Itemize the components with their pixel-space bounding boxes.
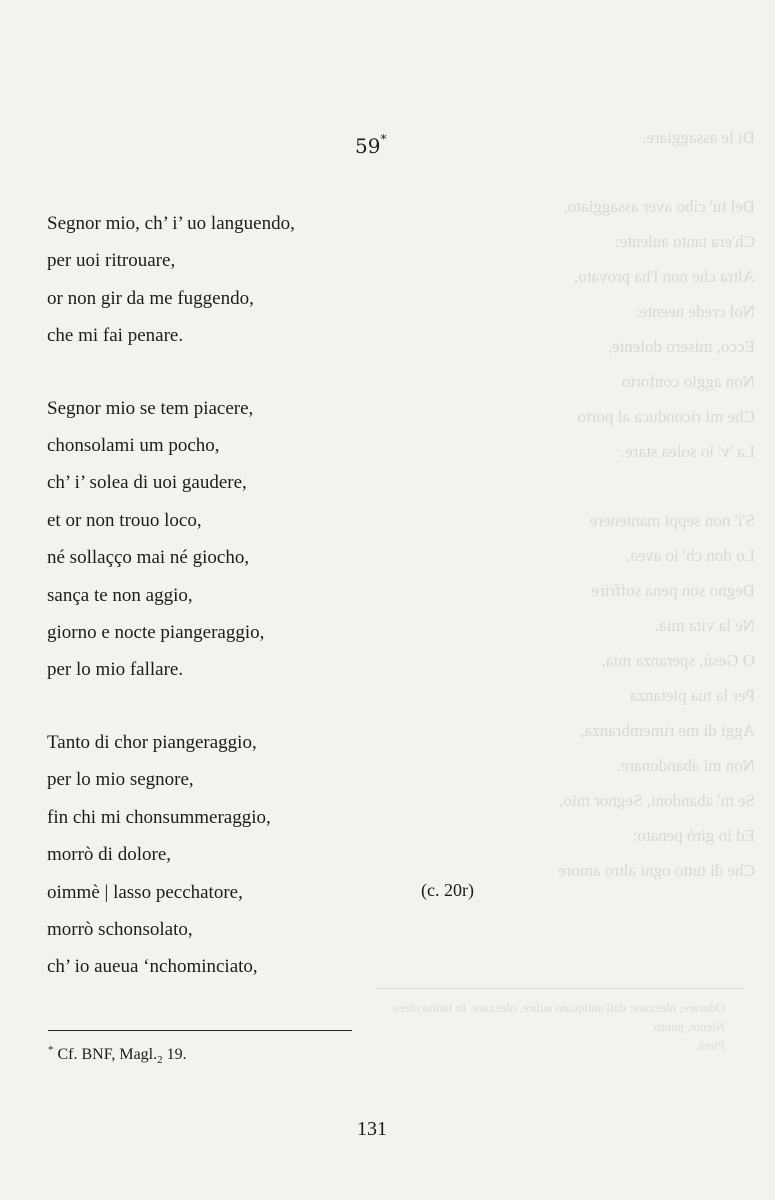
poem-number-mark: *	[380, 132, 387, 147]
show-through-rule	[375, 988, 745, 989]
show-through-line: Che mi riconduca al porto	[577, 407, 755, 426]
show-through-line: Ed io girò penato:	[632, 826, 755, 845]
show-through-line: Non mi abandonare.	[616, 756, 755, 775]
verse-line: chonsolami um pocho,	[47, 435, 220, 457]
verse-line: Segnor mio se tem piacere,	[47, 397, 254, 419]
poem-body	[47, 205, 295, 986]
stanza	[47, 724, 295, 986]
show-through-line: Che di tutto ogni altro amore	[558, 861, 755, 880]
show-through-line: Altra che non l'ha provato,	[573, 267, 755, 286]
show-through-note: Odorare, olezzare: dall'antiquato aulire, olezzare. In latino olere.	[390, 1000, 725, 1015]
show-through-line: Non aggio conforto	[621, 372, 755, 391]
stanza	[47, 390, 295, 689]
show-through-note: Niente, punto.	[650, 1019, 725, 1034]
verse-line: Segnor mio, ch’ i’ uo languendo,	[47, 213, 295, 234]
verse-line: per lo mio segnore,	[47, 769, 194, 791]
show-through-line: Aggi di me rimembranza,	[580, 721, 755, 740]
show-through-line: S'i' non seppi mantenere	[589, 511, 755, 530]
verse-line: per lo mio fallare.	[47, 659, 184, 681]
show-through-line: Lo don ch' io avea,	[625, 546, 755, 565]
show-through-line: Ch'era tanto aulente:	[615, 232, 755, 251]
footnote-tail: 19.	[162, 1046, 187, 1063]
footnote-subscript: 2	[157, 1054, 163, 1067]
verse-line: or non gir da me fuggendo,	[47, 287, 254, 309]
verse-line: fin chi mi chonsummeraggio,	[47, 806, 271, 828]
margin-folio-reference: (c. 20r)	[421, 880, 474, 900]
verse-line: Tanto di chor piangeraggio,	[47, 731, 257, 753]
page-number: 131	[357, 1118, 387, 1140]
show-through-line: Del tu' cibo aver assaggiato,	[563, 197, 755, 216]
show-through-text	[425, 120, 755, 888]
footnote	[48, 1046, 187, 1066]
show-through-line: La 'v' io solea stare.	[620, 442, 755, 461]
show-through-line: Degno son pena soffrire	[591, 581, 755, 600]
poem-number	[355, 134, 386, 158]
verse-line: che mi fai penare.	[47, 325, 184, 347]
show-through-note: Pietà.	[695, 1038, 725, 1053]
verse-line: ch’ io aueua ‘nchominciato,	[47, 956, 258, 978]
show-through-notes	[365, 998, 725, 1055]
verse-line: sança te non aggio,	[47, 584, 193, 606]
show-through-line: Per la tua pietanza	[629, 686, 755, 705]
verse-line: per uoi ritrouare,	[47, 250, 176, 272]
footnote-text: Cf. BNF, Magl.	[57, 1046, 158, 1063]
verse-line: giorno e nocte piangeraggio,	[47, 622, 265, 644]
verse-line: morrò di dolore,	[47, 844, 172, 866]
show-through-line: Ecco, misero dolente,	[607, 337, 755, 356]
verse-line: et or non trouo loco,	[47, 509, 202, 531]
footnote-rule	[48, 1030, 352, 1031]
verse-line: morrò schonsolato,	[47, 918, 193, 940]
footnote-mark: *	[48, 1044, 54, 1056]
verse-line: oimmè | lasso pecchatore,	[47, 881, 243, 903]
show-through-line: Ne la vita mia.	[654, 616, 755, 635]
show-through-line: Di le assaggiare.	[642, 128, 755, 147]
verse-line: né sollaçço mai né giocho,	[47, 547, 250, 569]
verse-line: ch’ i’ solea di uoi gaudere,	[47, 472, 247, 494]
show-through-line: Se m' abandoni, Segnor mio,	[559, 791, 755, 810]
stanza	[47, 205, 295, 355]
show-through-line: O Gesù, speranza mia,	[601, 651, 755, 670]
poem-number-text: 59	[355, 134, 381, 158]
show-through-line: Nol crede neente:	[635, 302, 755, 321]
